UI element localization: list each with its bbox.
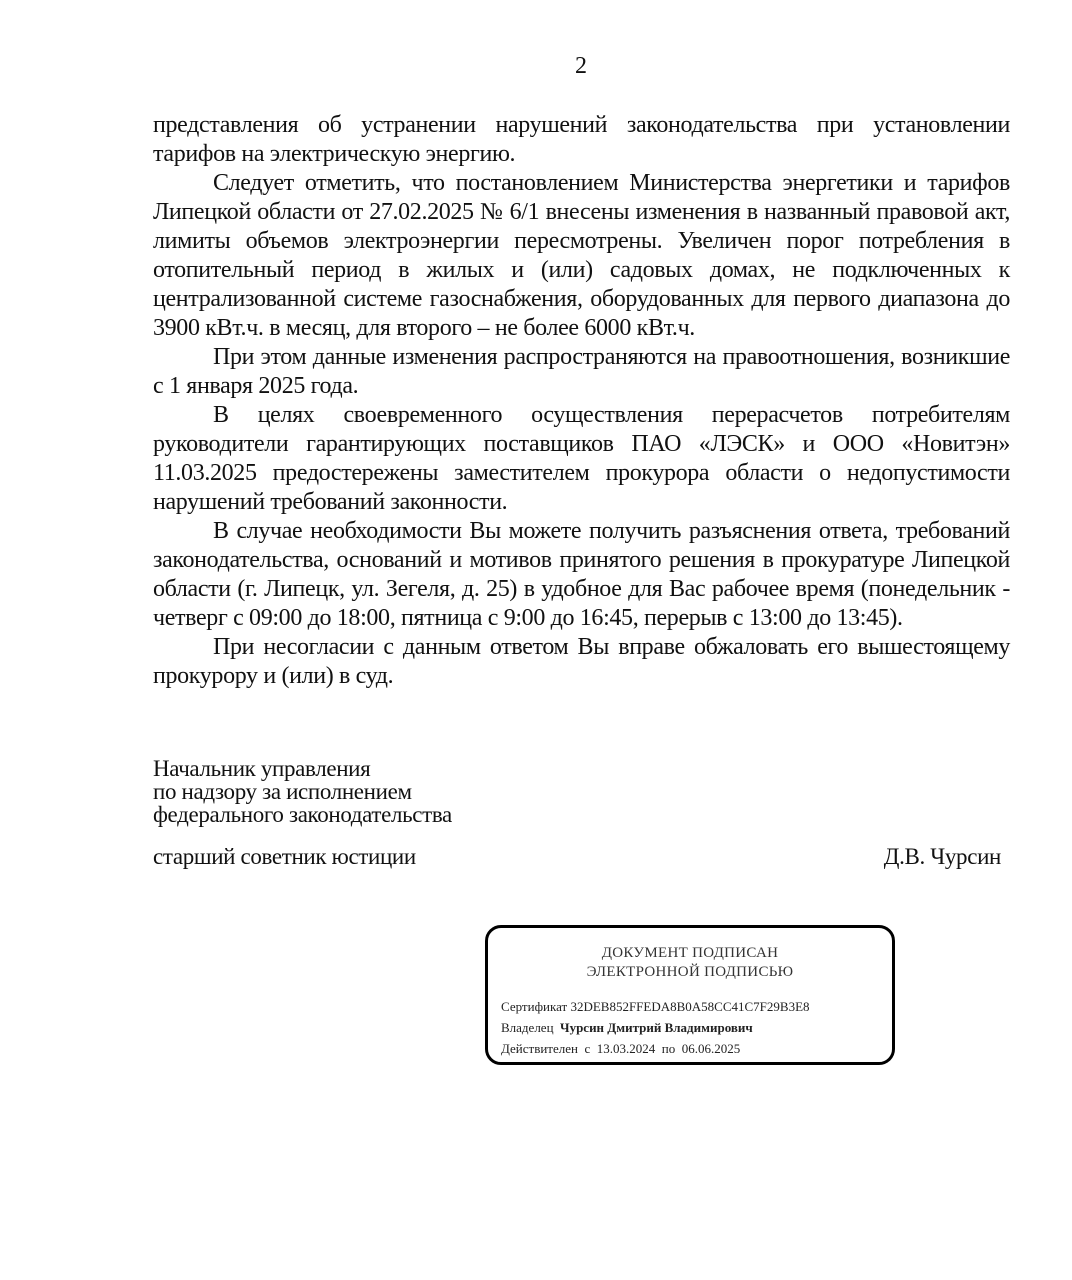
valid-from-label: с bbox=[584, 1041, 591, 1056]
signer-position-line: по надзору за исполнением bbox=[153, 779, 412, 804]
electronic-signature-stamp bbox=[485, 925, 895, 1065]
paragraph: представления об устранении нарушений законодательства при установлении тарифов на электрическую энергию. bbox=[153, 112, 1010, 167]
certificate-value: 32DEB852FFEDA8B0A58CC41C7F29B3E8 bbox=[570, 999, 810, 1014]
paragraph: В целях своевременного осуществления перерасчетов потребителям руководители гарантирующих поставщиков ПАО «ЛЭСК» и ООО «Новитэн» 11.03.2025 предостережены заместителем прокурора области о недопустимости нарушений требований законности. bbox=[153, 402, 1010, 515]
page-number: 2 bbox=[575, 53, 587, 79]
paragraph: В случае необходимости Вы можете получить разъяснения ответа, требований законодательства, оснований и мотивов принятого решения в прокуратуре Липецкой области (г. Липецк, ул. Зегеля, д. 25) в удобное для Вас рабочее время (понедельник - четверг с 09:00 до 18:00, пятница с 9:00 до 16:45, перерыв с 13:00 до 13:45). bbox=[153, 518, 1010, 631]
owner-value: Чурсин Дмитрий Владимирович bbox=[560, 1020, 753, 1035]
paragraph: Следует отметить, что постановлением Министерства энергетики и тарифов Липецкой области от 27.02.2025 № 6/1 внесены изменения в названный правовой акт, лимиты объемов электроэнергии пересмотрены. Увеличен порог потребления в отопительный период в жилых и (или) садовых домах, не подключенных к централизованной системе газоснабжения, оборудованных для первого диапазона до 3900 кВт.ч. в месяц, для второго – не более 6000 кВт.ч. bbox=[153, 170, 1010, 341]
valid-label: Действителен bbox=[501, 1041, 578, 1056]
validity-line bbox=[501, 1038, 810, 1059]
certificate-label: Сертификат bbox=[501, 999, 568, 1014]
signer-position-line: Начальник управления bbox=[153, 756, 371, 781]
stamp-heading-line: ЭЛЕКТРОННОЙ ПОДПИСЬЮ bbox=[586, 964, 794, 980]
signer-rank-row bbox=[153, 845, 1001, 868]
owner-line bbox=[501, 1017, 810, 1038]
valid-to-label: по bbox=[661, 1041, 676, 1056]
letter-body bbox=[153, 111, 1010, 691]
certificate-line bbox=[501, 996, 810, 1017]
signer-rank: старший советник юстиции bbox=[153, 844, 416, 869]
stamp-details bbox=[501, 996, 810, 1059]
valid-from: 13.03.2024 bbox=[596, 1041, 656, 1056]
valid-to: 06.06.2025 bbox=[681, 1041, 741, 1056]
paragraph: При несогласии с данным ответом Вы вправе обжаловать его вышестоящему прокурору и (или) в суд. bbox=[153, 634, 1010, 689]
signature-block bbox=[153, 756, 1003, 869]
paragraph: При этом данные изменения распространяются на правоотношения, возникшие с 1 января 2025 года. bbox=[153, 344, 1010, 399]
stamp-heading bbox=[488, 944, 892, 982]
signer-position-line: федерального законодательства bbox=[153, 802, 452, 827]
signer-name: Д.В. Чурсин bbox=[883, 844, 1001, 869]
stamp-heading-line: ДОКУМЕНТ ПОДПИСАН bbox=[601, 945, 779, 961]
owner-label: Владелец bbox=[501, 1020, 554, 1035]
